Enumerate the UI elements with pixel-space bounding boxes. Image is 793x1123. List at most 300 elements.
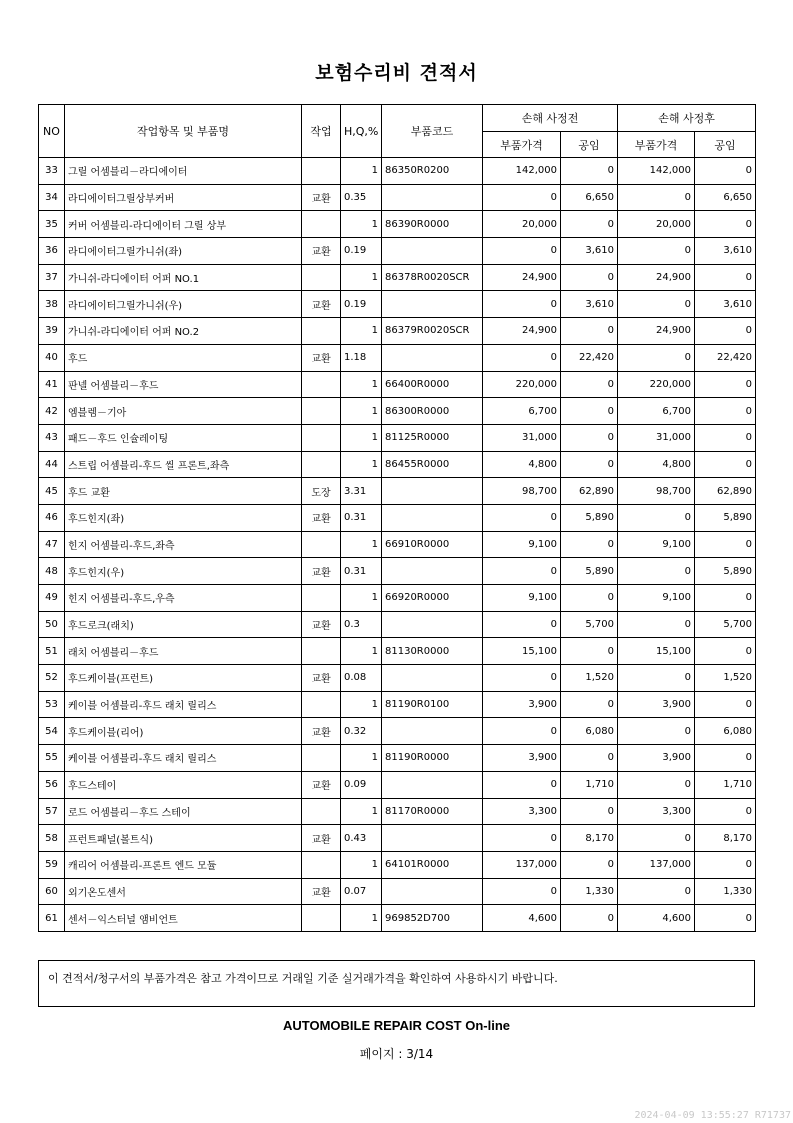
row-item-name: 라디에이터그릴가니쉬(우) <box>65 291 302 318</box>
row-hq: 0.07 <box>341 878 382 905</box>
row-part-code: 969852D700 <box>382 905 483 932</box>
table-row <box>39 825 756 852</box>
row-part-code: 81130R0000 <box>382 638 483 665</box>
header-no: NO <box>39 105 65 158</box>
row-no: 46 <box>39 504 65 531</box>
row-after-labor: 5,890 <box>695 558 756 585</box>
row-part-code: 81170R0000 <box>382 798 483 825</box>
row-before-labor: 0 <box>561 638 618 665</box>
row-before-price: 20,000 <box>483 211 561 238</box>
row-part-code: 66400R0000 <box>382 371 483 398</box>
estimate-rows <box>39 158 756 932</box>
row-after-labor: 6,080 <box>695 718 756 745</box>
table-row <box>39 638 756 665</box>
estimate-table <box>38 104 756 932</box>
table-row <box>39 478 756 505</box>
row-item-name: 후드로크(래치) <box>65 611 302 638</box>
row-part-code: 86390R0000 <box>382 211 483 238</box>
row-hq: 0.43 <box>341 825 382 852</box>
row-after-price: 24,900 <box>618 318 695 345</box>
row-after-price: 137,000 <box>618 851 695 878</box>
table-row <box>39 318 756 345</box>
row-before-labor: 0 <box>561 424 618 451</box>
footer-title: AUTOMOBILE REPAIR COST On-line <box>282 1018 511 1033</box>
row-no: 48 <box>39 558 65 585</box>
row-after-labor: 22,420 <box>695 344 756 371</box>
table-row <box>39 531 756 558</box>
row-after-price: 9,100 <box>618 531 695 558</box>
row-before-price: 0 <box>483 665 561 692</box>
row-after-price: 24,900 <box>618 264 695 291</box>
row-before-price: 98,700 <box>483 478 561 505</box>
row-part-code <box>382 478 483 505</box>
row-before-labor: 3,610 <box>561 238 618 265</box>
row-hq: 1 <box>341 424 382 451</box>
table-row <box>39 398 756 425</box>
row-after-price: 0 <box>618 291 695 318</box>
row-part-code: 64101R0000 <box>382 851 483 878</box>
row-hq: 1 <box>341 211 382 238</box>
row-before-price: 6,700 <box>483 398 561 425</box>
table-row <box>39 878 756 905</box>
header-part-code: 부품코드 <box>382 105 483 158</box>
row-part-code: 86455R0000 <box>382 451 483 478</box>
row-work-type: 교환 <box>302 184 341 211</box>
row-work-type: 도장 <box>302 478 341 505</box>
row-part-code: 66910R0000 <box>382 531 483 558</box>
row-no: 40 <box>39 344 65 371</box>
row-after-price: 4,600 <box>618 905 695 932</box>
table-row <box>39 691 756 718</box>
table-row <box>39 184 756 211</box>
table-row <box>39 585 756 612</box>
row-item-name: 가니쉬-라디에이터 어퍼 NO.2 <box>65 318 302 345</box>
row-after-price: 3,900 <box>618 745 695 772</box>
row-part-code: 86350R0200 <box>382 158 483 185</box>
row-hq: 0.35 <box>341 184 382 211</box>
row-after-price: 0 <box>618 238 695 265</box>
row-after-price: 0 <box>618 665 695 692</box>
row-no: 55 <box>39 745 65 772</box>
table-row <box>39 264 756 291</box>
row-hq: 1.18 <box>341 344 382 371</box>
row-after-price: 0 <box>618 611 695 638</box>
table-row <box>39 371 756 398</box>
row-work-type <box>302 211 341 238</box>
row-no: 59 <box>39 851 65 878</box>
row-before-price: 142,000 <box>483 158 561 185</box>
row-after-labor: 3,610 <box>695 291 756 318</box>
row-part-code <box>382 558 483 585</box>
row-hq: 0.31 <box>341 504 382 531</box>
table-row <box>39 291 756 318</box>
row-item-name: 프런트패널(볼트식) <box>65 825 302 852</box>
row-before-labor: 6,080 <box>561 718 618 745</box>
row-no: 53 <box>39 691 65 718</box>
row-work-type: 교환 <box>302 611 341 638</box>
row-after-price: 0 <box>618 184 695 211</box>
row-work-type <box>302 158 341 185</box>
row-after-labor: 0 <box>695 398 756 425</box>
table-row <box>39 211 756 238</box>
row-item-name: 라디에이터그릴상부커버 <box>65 184 302 211</box>
row-hq: 1 <box>341 264 382 291</box>
row-work-type: 교환 <box>302 504 341 531</box>
row-before-price: 3,900 <box>483 745 561 772</box>
row-hq: 1 <box>341 638 382 665</box>
row-before-price: 0 <box>483 771 561 798</box>
timestamp: 2024-04-09 13:55:27 R71737 <box>634 1110 791 1121</box>
header-before-labor: 공임 <box>561 132 618 158</box>
row-after-price: 0 <box>618 558 695 585</box>
table-row <box>39 745 756 772</box>
row-work-type <box>302 451 341 478</box>
row-after-labor: 0 <box>695 691 756 718</box>
row-before-price: 3,300 <box>483 798 561 825</box>
row-after-price: 3,300 <box>618 798 695 825</box>
row-before-labor: 5,890 <box>561 558 618 585</box>
row-after-labor: 0 <box>695 745 756 772</box>
row-item-name: 후드힌지(우) <box>65 558 302 585</box>
row-before-price: 4,600 <box>483 905 561 932</box>
row-hq: 1 <box>341 531 382 558</box>
row-before-labor: 0 <box>561 585 618 612</box>
row-item-name: 후드케이블(리어) <box>65 718 302 745</box>
row-after-labor: 0 <box>695 424 756 451</box>
table-row <box>39 718 756 745</box>
row-part-code <box>382 344 483 371</box>
row-no: 61 <box>39 905 65 932</box>
row-before-labor: 1,520 <box>561 665 618 692</box>
row-before-labor: 3,610 <box>561 291 618 318</box>
row-before-price: 0 <box>483 558 561 585</box>
row-before-price: 15,100 <box>483 638 561 665</box>
row-after-price: 3,900 <box>618 691 695 718</box>
row-part-code: 81125R0000 <box>382 424 483 451</box>
row-part-code: 66920R0000 <box>382 585 483 612</box>
row-hq: 1 <box>341 798 382 825</box>
row-after-price: 0 <box>618 344 695 371</box>
row-no: 58 <box>39 825 65 852</box>
row-before-price: 31,000 <box>483 424 561 451</box>
row-after-price: 220,000 <box>618 371 695 398</box>
row-no: 50 <box>39 611 65 638</box>
row-before-labor: 8,170 <box>561 825 618 852</box>
row-no: 43 <box>39 424 65 451</box>
table-row <box>39 424 756 451</box>
row-item-name: 래치 어셈블리－후드 <box>65 638 302 665</box>
row-before-price: 0 <box>483 184 561 211</box>
row-before-labor: 22,420 <box>561 344 618 371</box>
table-row <box>39 238 756 265</box>
header-before-assessment: 손해 사정전 <box>483 105 618 132</box>
row-after-price: 142,000 <box>618 158 695 185</box>
row-before-labor: 0 <box>561 318 618 345</box>
row-before-labor: 0 <box>561 371 618 398</box>
row-work-type: 교환 <box>302 771 341 798</box>
row-after-labor: 1,710 <box>695 771 756 798</box>
row-hq: 0.32 <box>341 718 382 745</box>
row-work-type: 교환 <box>302 825 341 852</box>
row-before-labor: 0 <box>561 798 618 825</box>
row-before-labor: 0 <box>561 691 618 718</box>
row-before-price: 220,000 <box>483 371 561 398</box>
row-part-code <box>382 291 483 318</box>
row-after-labor: 3,610 <box>695 238 756 265</box>
row-hq: 1 <box>341 371 382 398</box>
row-item-name: 엠블렘－기아 <box>65 398 302 425</box>
row-no: 41 <box>39 371 65 398</box>
document-title: 보험수리비 견적서 <box>315 62 478 84</box>
row-before-labor: 0 <box>561 211 618 238</box>
row-item-name: 후드케이블(프런트) <box>65 665 302 692</box>
row-hq: 1 <box>341 691 382 718</box>
row-item-name: 후드힌지(좌) <box>65 504 302 531</box>
row-after-labor: 0 <box>695 531 756 558</box>
row-before-labor: 0 <box>561 451 618 478</box>
row-after-labor: 0 <box>695 158 756 185</box>
row-item-name: 후드 교환 <box>65 478 302 505</box>
row-part-code <box>382 504 483 531</box>
row-after-labor: 62,890 <box>695 478 756 505</box>
row-after-labor: 0 <box>695 798 756 825</box>
header-after-assessment: 손해 사정후 <box>618 105 756 132</box>
row-item-name: 스트립 어셈블리-후드 씰 프론트,좌측 <box>65 451 302 478</box>
row-item-name: 판넬 어셈블리－후드 <box>65 371 302 398</box>
row-hq: 0.31 <box>341 558 382 585</box>
row-work-type <box>302 318 341 345</box>
row-no: 44 <box>39 451 65 478</box>
row-before-labor: 0 <box>561 745 618 772</box>
header-item: 작업항목 및 부품명 <box>65 105 302 158</box>
row-part-code <box>382 238 483 265</box>
row-item-name: 라디에이터그릴가니쉬(좌) <box>65 238 302 265</box>
row-after-labor: 5,890 <box>695 504 756 531</box>
row-work-type <box>302 745 341 772</box>
row-work-type: 교환 <box>302 238 341 265</box>
row-before-labor: 1,710 <box>561 771 618 798</box>
row-work-type <box>302 264 341 291</box>
row-after-labor: 0 <box>695 264 756 291</box>
row-hq: 0.08 <box>341 665 382 692</box>
row-before-price: 0 <box>483 611 561 638</box>
row-item-name: 캐리어 어셈블리-프론트 엔드 모듈 <box>65 851 302 878</box>
row-work-type: 교환 <box>302 878 341 905</box>
row-work-type <box>302 638 341 665</box>
row-before-price: 24,900 <box>483 318 561 345</box>
row-no: 39 <box>39 318 65 345</box>
row-after-labor: 0 <box>695 371 756 398</box>
row-work-type: 교환 <box>302 344 341 371</box>
row-no: 42 <box>39 398 65 425</box>
row-no: 49 <box>39 585 65 612</box>
row-work-type <box>302 905 341 932</box>
row-no: 34 <box>39 184 65 211</box>
row-item-name: 케이블 어셈블리-후드 래치 릴리스 <box>65 745 302 772</box>
row-after-labor: 0 <box>695 851 756 878</box>
row-after-labor: 0 <box>695 451 756 478</box>
row-no: 36 <box>39 238 65 265</box>
table-row <box>39 558 756 585</box>
row-part-code: 81190R0000 <box>382 745 483 772</box>
table-row <box>39 665 756 692</box>
row-work-type: 교환 <box>302 665 341 692</box>
row-before-price: 0 <box>483 825 561 852</box>
row-hq: 0.3 <box>341 611 382 638</box>
row-after-price: 0 <box>618 504 695 531</box>
table-row <box>39 771 756 798</box>
row-hq: 1 <box>341 851 382 878</box>
row-work-type <box>302 851 341 878</box>
row-after-labor: 0 <box>695 585 756 612</box>
row-before-price: 137,000 <box>483 851 561 878</box>
row-no: 56 <box>39 771 65 798</box>
row-work-type <box>302 691 341 718</box>
page-number: 페이지 : 3/14 <box>359 1047 434 1061</box>
row-before-price: 0 <box>483 238 561 265</box>
row-part-code <box>382 771 483 798</box>
row-before-labor: 1,330 <box>561 878 618 905</box>
row-item-name: 힌지 어셈블리-후드,좌측 <box>65 531 302 558</box>
row-after-price: 31,000 <box>618 424 695 451</box>
row-before-price: 9,100 <box>483 531 561 558</box>
row-before-price: 0 <box>483 291 561 318</box>
row-before-labor: 62,890 <box>561 478 618 505</box>
row-part-code: 81190R0100 <box>382 691 483 718</box>
row-hq: 1 <box>341 745 382 772</box>
row-hq: 1 <box>341 398 382 425</box>
header-hq: H,Q,% <box>341 105 382 158</box>
row-no: 51 <box>39 638 65 665</box>
row-item-name: 힌지 어셈블리-후드,우측 <box>65 585 302 612</box>
row-before-labor: 0 <box>561 905 618 932</box>
row-hq: 1 <box>341 905 382 932</box>
table-row <box>39 451 756 478</box>
row-part-code <box>382 611 483 638</box>
row-no: 60 <box>39 878 65 905</box>
row-item-name: 패드－후드 인슐레이팅 <box>65 424 302 451</box>
row-part-code: 86378R0020SCR <box>382 264 483 291</box>
header-after-price: 부품가격 <box>618 132 695 158</box>
row-item-name: 후드스테이 <box>65 771 302 798</box>
notice-box: 이 견적서/청구서의 부품가격은 참고 가격이므로 거래일 기준 실거래가격을 확인하여 사용하시기 바랍니다. <box>38 960 755 1007</box>
row-work-type <box>302 585 341 612</box>
table-row <box>39 504 756 531</box>
row-item-name: 케이블 어셈블리-후드 래치 릴리스 <box>65 691 302 718</box>
row-part-code <box>382 665 483 692</box>
table-row <box>39 344 756 371</box>
row-after-price: 0 <box>618 771 695 798</box>
row-before-labor: 0 <box>561 158 618 185</box>
row-after-price: 4,800 <box>618 451 695 478</box>
row-after-labor: 1,330 <box>695 878 756 905</box>
row-item-name: 가니쉬-라디에이터 어퍼 NO.1 <box>65 264 302 291</box>
row-hq: 0.19 <box>341 238 382 265</box>
row-item-name: 센서－익스터널 앰비언트 <box>65 905 302 932</box>
row-no: 52 <box>39 665 65 692</box>
row-work-type: 교환 <box>302 718 341 745</box>
row-part-code <box>382 184 483 211</box>
row-before-labor: 0 <box>561 398 618 425</box>
row-hq: 1 <box>341 451 382 478</box>
row-item-name: 커버 어셈블리-라디에이터 그릴 상부 <box>65 211 302 238</box>
row-after-labor: 0 <box>695 318 756 345</box>
row-hq: 0.09 <box>341 771 382 798</box>
row-item-name: 외기온도센서 <box>65 878 302 905</box>
row-after-price: 15,100 <box>618 638 695 665</box>
row-no: 57 <box>39 798 65 825</box>
row-after-labor: 6,650 <box>695 184 756 211</box>
row-after-price: 6,700 <box>618 398 695 425</box>
row-after-labor: 1,520 <box>695 665 756 692</box>
row-before-price: 0 <box>483 344 561 371</box>
row-after-labor: 0 <box>695 905 756 932</box>
row-before-price: 0 <box>483 878 561 905</box>
row-after-labor: 0 <box>695 638 756 665</box>
table-row <box>39 851 756 878</box>
row-before-price: 3,900 <box>483 691 561 718</box>
row-work-type <box>302 424 341 451</box>
row-hq: 1 <box>341 585 382 612</box>
row-before-price: 0 <box>483 718 561 745</box>
row-part-code: 86300R0000 <box>382 398 483 425</box>
row-after-price: 0 <box>618 878 695 905</box>
row-hq: 0.19 <box>341 291 382 318</box>
row-work-type <box>302 531 341 558</box>
row-before-labor: 0 <box>561 851 618 878</box>
table-row <box>39 158 756 185</box>
row-after-price: 20,000 <box>618 211 695 238</box>
row-before-price: 24,900 <box>483 264 561 291</box>
row-work-type <box>302 371 341 398</box>
row-after-price: 0 <box>618 825 695 852</box>
table-row <box>39 905 756 932</box>
row-work-type: 교환 <box>302 291 341 318</box>
row-after-labor: 8,170 <box>695 825 756 852</box>
row-before-labor: 0 <box>561 264 618 291</box>
row-no: 37 <box>39 264 65 291</box>
row-part-code <box>382 718 483 745</box>
row-before-price: 4,800 <box>483 451 561 478</box>
row-before-price: 0 <box>483 504 561 531</box>
row-after-price: 9,100 <box>618 585 695 612</box>
row-no: 38 <box>39 291 65 318</box>
row-before-labor: 5,700 <box>561 611 618 638</box>
row-after-labor: 5,700 <box>695 611 756 638</box>
row-hq: 3.31 <box>341 478 382 505</box>
header-after-labor: 공임 <box>695 132 756 158</box>
row-no: 47 <box>39 531 65 558</box>
row-part-code: 86379R0020SCR <box>382 318 483 345</box>
row-no: 54 <box>39 718 65 745</box>
row-hq: 1 <box>341 318 382 345</box>
row-before-labor: 0 <box>561 531 618 558</box>
table-row <box>39 611 756 638</box>
row-hq: 1 <box>341 158 382 185</box>
row-before-labor: 5,890 <box>561 504 618 531</box>
table-row <box>39 798 756 825</box>
row-part-code <box>382 825 483 852</box>
row-item-name: 그릴 어셈블리－라디에이터 <box>65 158 302 185</box>
row-item-name: 로드 어셈블리－후드 스테이 <box>65 798 302 825</box>
row-work-type <box>302 798 341 825</box>
row-no: 45 <box>39 478 65 505</box>
row-after-labor: 0 <box>695 211 756 238</box>
row-work-type <box>302 398 341 425</box>
row-work-type: 교환 <box>302 558 341 585</box>
row-after-price: 98,700 <box>618 478 695 505</box>
header-work: 작업 <box>302 105 341 158</box>
